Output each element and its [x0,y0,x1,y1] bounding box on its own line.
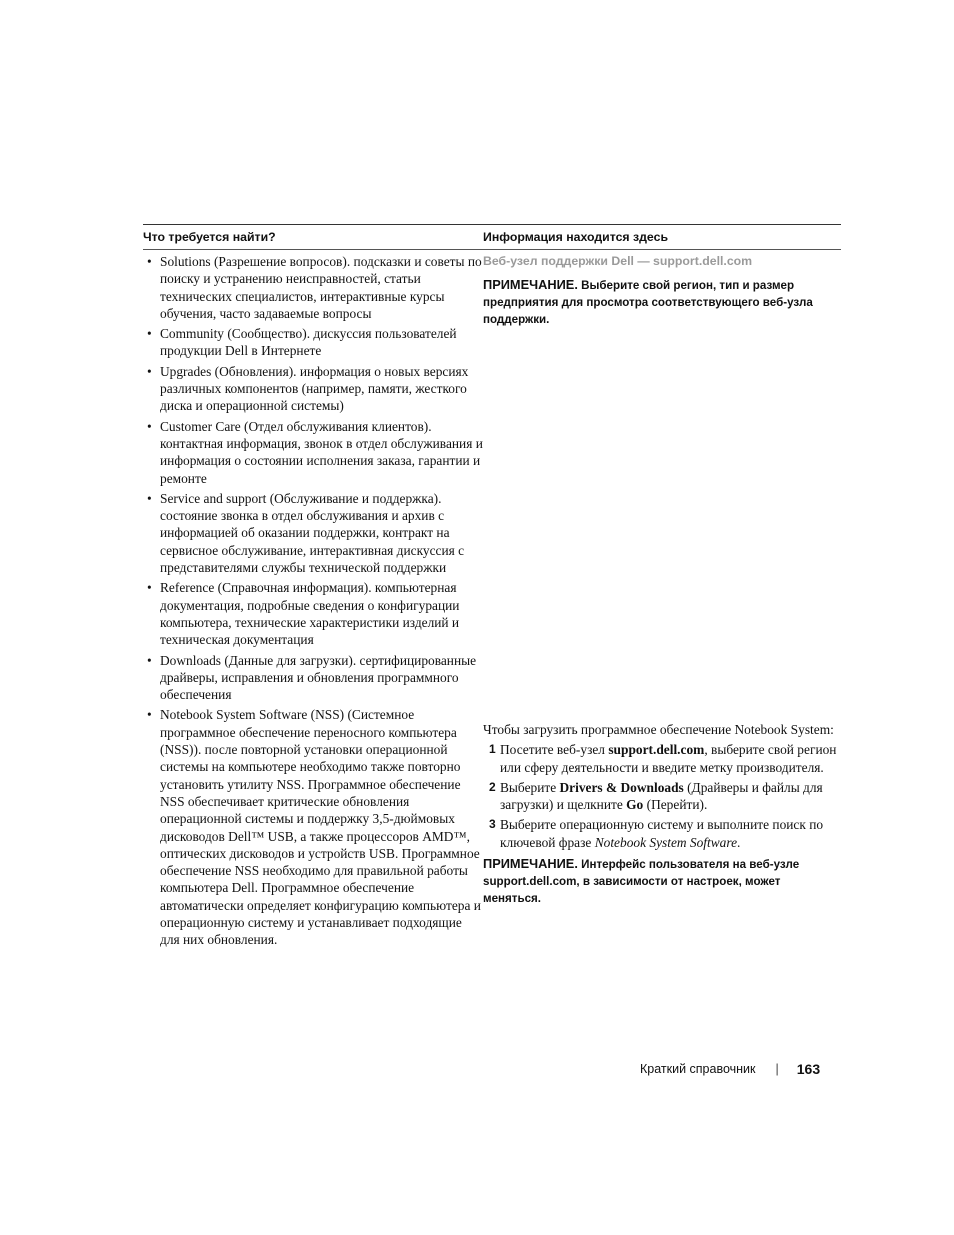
note-region [483,276,841,328]
step-text: , выберите свой регион или сферу деятельности и введите метку производителя. [500,742,837,775]
what-to-find-column [143,253,483,952]
step-item [483,741,841,776]
list-item: • Customer Care (Отдел обслуживания клиентов). контактная информация, звонок в отдел обслуживания и информация о состоянии исполнения заказа, гарантии и ремонте [143,418,483,487]
list-item: • Upgrades (Обновления). информация о новых версиях различных компонентов (например, памяти, жесткого диска и операционной системы) [143,363,483,415]
step-item [483,816,841,851]
list-item: • Community (Сообщество). дискуссия пользователей продукции Dell в Интернете [143,325,483,360]
list-item: • Downloads (Данные для загрузки). сертифицированные драйверы, исправления и обновления программного обеспечения [143,652,483,704]
note-label: ПРИМЕЧАНИЕ. [483,277,578,292]
note-text: Выберите свой регион, тип и размер предприятия для просмотра соответствующего веб-узла поддержки. [483,279,813,326]
list-item: • Solutions (Разрешение вопросов). подсказки и советы по поиску и устранению неисправностей, статьи технических специалистов, интерактивные курсы обучения, часто задаваемые вопросы [143,253,483,322]
support-site-title: Веб-узел поддержки Dell — support.dell.com [483,254,753,268]
go-label: Go [626,797,644,813]
col-left-header: Что требуется найти? [143,230,276,244]
drivers-downloads-label: Drivers & Downloads [559,779,684,795]
note-text: Интерфейс пользователя на веб-узле support.dell.com, в зависимости от настроек, может меняться. [483,858,800,906]
reference-table [143,224,841,952]
note-label: ПРИМЕЧАНИЕ. [483,856,578,872]
step-text: Посетите веб-узел [500,742,609,758]
table-header-row [143,225,841,249]
list-item: • Service and support (Обслуживание и поддержка). состояние звонка в отдел обслуживания и архив с информацией об оказании поддержки, контракт на сервисное обслуживание, интерактивная дискуссия с представителями службы технической поддержки [143,490,483,576]
nss-intro: Чтобы загрузить программное обеспечение Notebook System: [483,722,834,737]
support-site-link[interactable]: support.dell.com [608,742,705,758]
resource-list [143,253,483,949]
nss-steps [483,741,841,851]
step-number: 3 [489,817,496,832]
footer-title: Краткий справочник [640,1062,756,1076]
search-phrase: Notebook System Software [594,834,738,850]
list-item: • Notebook System Software (NSS) (Системное программное обеспечение переносного компьютера (NSS)). после повторной установки операционной системы на компьютере необходимо также повторно установить утилиту NSS. Программное обеспечение NSS обеспечивает критические обновления операционной системы и поддержку 3,5-дюймовых дисководов Dell™ USB, а также процессоров AMD™, оптических дисководов и устройств USB. Программное обеспечение NSS необходимо для правильной работы компьютера Dell. Программное обеспечение автоматически определяет конфигурацию компьютера и операционную систему и устанавливает подходящие для них обновления. [143,706,483,948]
step-text: (Перейти). [643,797,708,813]
note-ui-change [483,855,841,907]
footer-separator: | [775,1062,779,1076]
step-text: (Драйверы и файлы для загрузки) и щелкните [500,779,823,813]
step-item [483,779,841,814]
page-number: 163 [796,1061,821,1077]
step-text: Выберите операционную систему и выполните поиск по ключевой фразе [500,817,824,850]
nss-instructions [483,721,841,907]
step-number: 1 [489,742,496,757]
step-number: 2 [489,779,496,794]
col-right-header: Информация находится здесь [483,230,669,244]
list-item: • Reference (Справочная информация). компьютерная документация, подробные сведения о конфигурации компьютера, технические характеристики изделий и техническая документация [143,579,483,648]
step-text: Выберите [500,779,560,795]
step-text: . [737,834,741,850]
page-footer [640,1061,830,1077]
